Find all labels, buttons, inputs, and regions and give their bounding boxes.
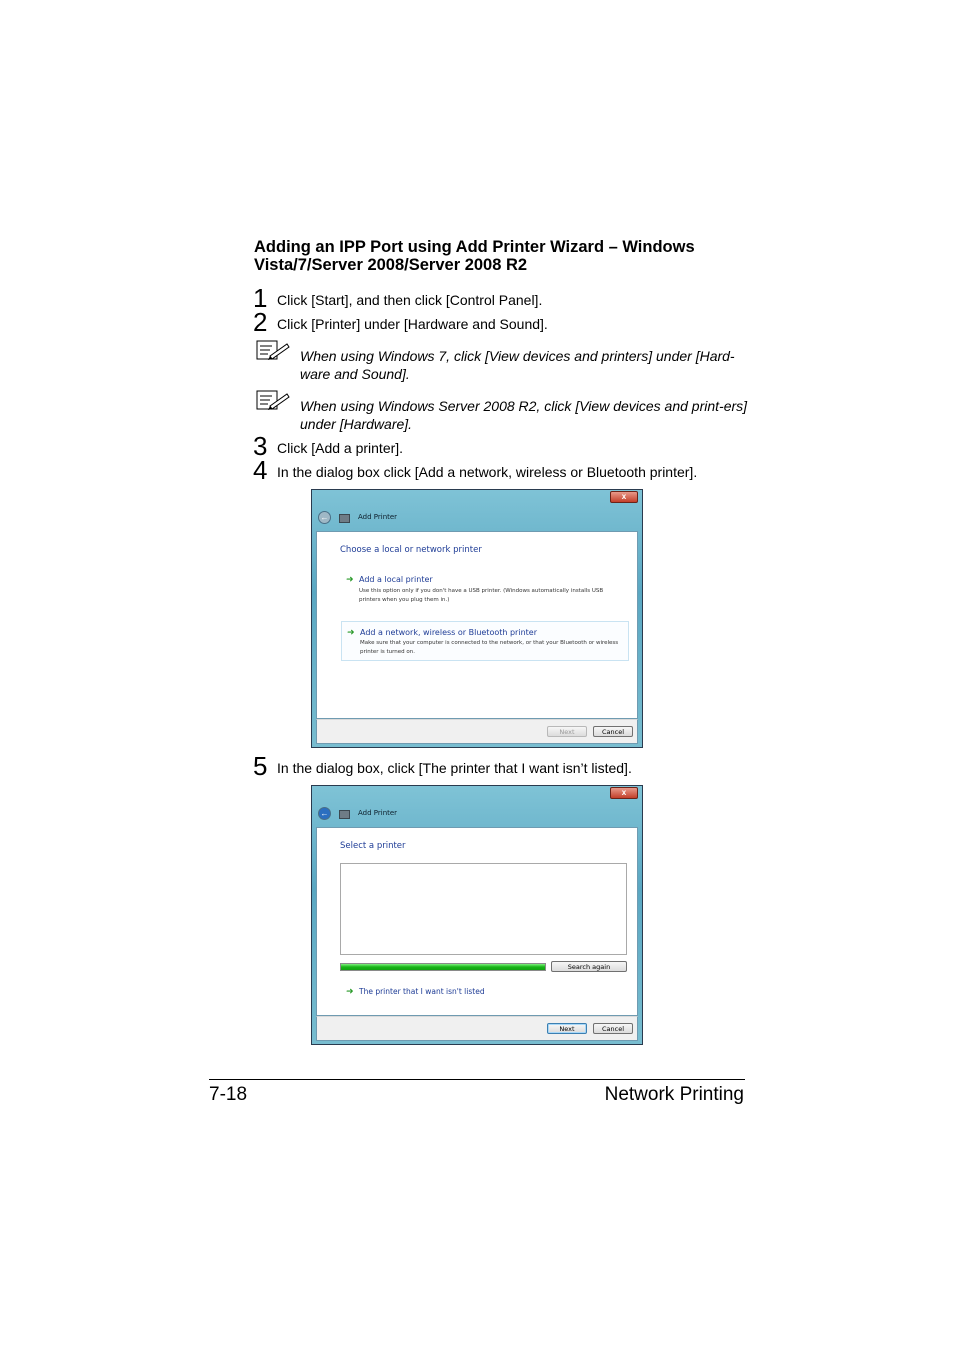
option-title: Add a network, wireless or Bluetooth printer xyxy=(360,628,537,637)
add-local-printer-option[interactable] xyxy=(341,575,631,611)
step-text: In the dialog box, click [The printer that I want isn’t listed]. xyxy=(277,760,632,776)
printer-icon xyxy=(339,514,350,523)
note-text: When using Windows 7, click [View devices and printers] under [Hard-ware and Sound]. xyxy=(300,348,735,382)
green-arrow-icon: ➜ xyxy=(347,628,355,638)
footer-rule xyxy=(209,1079,745,1080)
printer-list[interactable] xyxy=(340,863,627,955)
close-button[interactable]: x xyxy=(610,491,638,503)
printer-not-listed-link[interactable] xyxy=(341,987,541,999)
dialog-content xyxy=(316,531,638,719)
cancel-button[interactable]: Cancel xyxy=(593,1023,633,1034)
add-printer-dialog-choose xyxy=(311,489,643,748)
option-description: Use this option only if you don't have a USB printer. (Windows automatically installs USB printers when you plug them in.) xyxy=(359,588,604,603)
next-button[interactable]: Next xyxy=(547,1023,587,1034)
dialog-content xyxy=(316,827,638,1016)
option-description: Make sure that your computer is connected to the network, or that your Bluetooth or wireless printer is turned on. xyxy=(360,640,619,655)
note-pencil-icon xyxy=(256,390,290,412)
step-text: Click [Printer] under [Hardware and Sound]. xyxy=(277,316,548,332)
progress-fill xyxy=(341,964,545,970)
step-number: 4 xyxy=(253,455,268,485)
green-arrow-icon: ➜ xyxy=(346,575,354,585)
dialog-footer xyxy=(316,1016,638,1041)
back-arrow-icon[interactable]: ← xyxy=(318,511,331,524)
note-text: When using Windows Server 2008 R2, click [View devices and print-ers] under [Hardware]. xyxy=(300,398,748,432)
dialog-heading: Select a printer xyxy=(340,841,406,851)
close-button[interactable]: x xyxy=(610,787,638,799)
step-text: Click [Start], and then click [Control Panel]. xyxy=(277,292,543,308)
dialog-title: Add Printer xyxy=(358,513,398,521)
page-number: 7-18 xyxy=(209,1084,248,1105)
printer-icon xyxy=(339,810,350,819)
back-arrow-icon[interactable]: ← xyxy=(318,807,331,820)
step-number: 2 xyxy=(253,307,268,337)
search-progress-bar xyxy=(340,963,546,971)
next-button[interactable]: Next xyxy=(547,726,587,737)
add-network-printer-option[interactable] xyxy=(341,621,629,661)
note-pencil-icon xyxy=(256,340,290,362)
section-heading: Adding an IPP Port using Add Printer Wizard – Windows Vista/7/Server 2008/Server 2008 R2 xyxy=(254,238,695,274)
step-text: Click [Add a printer]. xyxy=(277,440,404,456)
dialog-footer xyxy=(316,719,638,744)
step-number: 3 xyxy=(253,431,268,461)
green-arrow-icon: ➜ xyxy=(346,987,354,997)
option-title: Add a local printer xyxy=(359,575,433,584)
cancel-button[interactable]: Cancel xyxy=(593,726,633,737)
step-number: 5 xyxy=(253,751,268,781)
step-text: In the dialog box click [Add a network, wireless or Bluetooth printer]. xyxy=(277,464,698,480)
section-name: Network Printing xyxy=(604,1084,744,1105)
link-text: The printer that I want isn't listed xyxy=(359,987,485,996)
dialog-heading: Choose a local or network printer xyxy=(340,545,482,555)
add-printer-dialog-select xyxy=(311,785,643,1045)
step-number: 1 xyxy=(253,283,268,313)
dialog-title: Add Printer xyxy=(358,809,398,817)
search-again-button[interactable]: Search again xyxy=(551,961,627,972)
